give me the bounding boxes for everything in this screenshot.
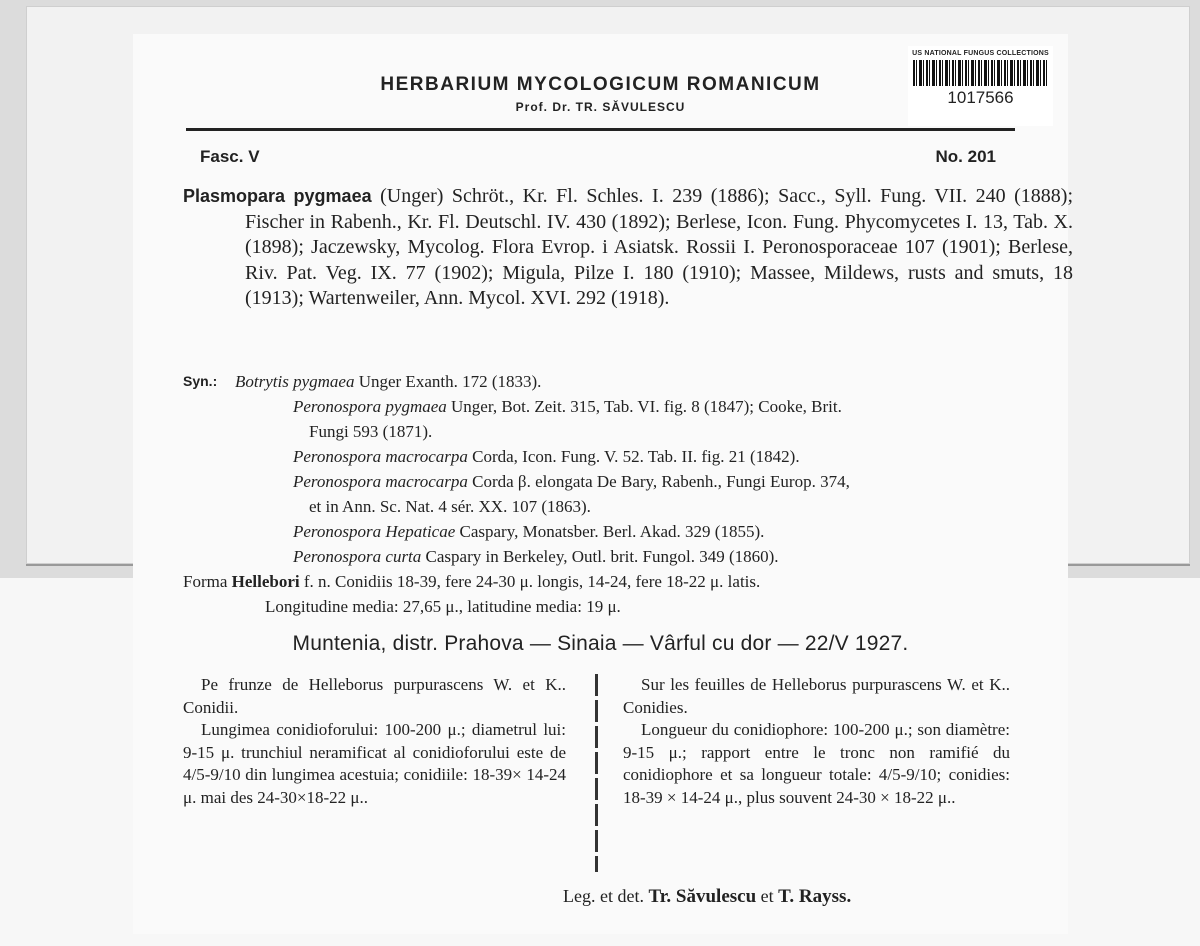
synonym-row: [183, 444, 1011, 469]
collector-signature: [563, 886, 851, 908]
signature-joiner: et: [760, 886, 774, 906]
synonym-row: [183, 394, 1011, 444]
synonym-continuation: Fungi 593 (1871).: [309, 422, 433, 441]
species-citation: [183, 184, 1073, 312]
barcode-institution: US NATIONAL FUNGUS COLLECTIONS: [912, 50, 1049, 57]
synonym-text: Corda, Icon. Fung. V. 52. Tab. II. fig. 21 (1842).: [472, 447, 800, 466]
synonym-name: Botrytis pygmaea: [235, 372, 355, 391]
romanian-measurements: Lungimea conidioforului: 100-200 μ.; diametrul lui: 9-15 μ. trunchiul neramificat al conidioforului este de 4/5-9/10 din lungimea acestuia; conidiile: 18-39× 14-24 μ. mai des 24-30×18-22 μ..: [183, 720, 566, 807]
header-rule: [186, 128, 1015, 131]
column-divider: [595, 674, 598, 872]
synonym-name: Peronospora curta: [293, 547, 422, 566]
specimen-number: No. 201: [935, 147, 996, 166]
synonym-row: [183, 544, 1011, 569]
synonyms-label: Syn.:: [183, 373, 218, 389]
synonym-text: Corda β. elongata De Bary, Rabenh., Fungi Europ. 374,: [472, 472, 850, 491]
synonym-name: Peronospora macrocarpa: [293, 472, 468, 491]
synonym-continuation: et in Ann. Sc. Nat. 4 sér. XX. 107 (1863).: [309, 497, 591, 516]
forma-prefix: Forma: [183, 572, 228, 591]
collector-name-1: Tr. Săvulescu: [648, 886, 757, 907]
herbarium-title: HERBARIUM MYCOLOGICUM ROMANICUM: [380, 74, 821, 95]
synonyms-block: [183, 369, 1011, 619]
collection-locality: Muntenia, distr. Prahova — Sinaia — Vârful cu dor — 22/V 1927.: [292, 632, 909, 655]
herbarium-subtitle: Prof. Dr. TR. SĂVULESCU: [515, 100, 686, 114]
forma-text: f. n. Conidiis 18-39, fere 24-30 μ. longis, 14-24, fere 18-22 μ. latis.: [303, 572, 761, 591]
synonym-text: Unger, Bot. Zeit. 315, Tab. VI. fig. 8 (1847); Cooke, Brit.: [451, 397, 842, 416]
species-name: Plasmopara pygmaea: [183, 186, 372, 206]
forma-continuation: Longitudine media: 27,65 μ., latitudine media: 19 μ.: [265, 597, 621, 616]
signature-prefix: Leg. et det.: [563, 886, 644, 906]
french-measurements: Longueur du conidiophore: 100-200 μ.; son diamètre: 9-15 μ.; rapport entre le tronc non ramifié du conidiophore et sa longueur totale: 4/5-9/10; conidies: 18-39 × 14-24 μ., plus souvent 24-30 × 18-22 μ..: [623, 720, 1010, 807]
synonym-name: Peronospora macrocarpa: [293, 447, 468, 466]
synonym-name: Peronospora pygmaea: [293, 397, 447, 416]
synonym-name: Peronospora Hepaticae: [293, 522, 456, 541]
citation-text: (Unger) Schröt., Kr. Fl. Schles. I. 239 (1886); Sacc., Syll. Fung. VII. 240 (1888); Fischer in Rabenh., Kr. Fl. Deutschl. IV. 430 (1892); Berlese, Icon. Fung. Phycomycetes I. 13, Tab. X. (1898); Jaczewsky, Mycolog. Flora Evrop. i Asiatsk. Rossii I. Peronosporaceae 107 (1901); Berlese, Riv. Pat. Veg. IX. 77 (1902); Migula, Pilze I. 180 (1910); Massee, Mildews, rusts and smuts, 18 (1913); Wartenweiler, Ann. Mycol. XVI. 292 (1918).: [245, 185, 1074, 310]
synonym-row: [183, 369, 1011, 394]
synonym-text: Caspary in Berkeley, Outl. brit. Fungol. 349 (1860).: [425, 547, 779, 566]
barcode-icon: [913, 60, 1048, 86]
barcode-number: 1017566: [947, 88, 1014, 107]
forma-name: Hellebori: [231, 572, 300, 591]
romanian-description: [183, 674, 566, 809]
synonym-text: Caspary, Monatsber. Berl. Akad. 329 (1855).: [459, 522, 765, 541]
synonym-row: [183, 469, 1011, 519]
specimen-label: [133, 34, 1074, 934]
french-host: Sur les feuilles de Helleborus purpurascens W. et K.. Conidies.: [623, 675, 1010, 717]
fascicle-label: Fasc. V: [200, 147, 260, 166]
forma-row: [183, 569, 1011, 619]
synonym-row: [183, 519, 1011, 544]
synonym-text: Unger Exanth. 172 (1833).: [358, 372, 542, 391]
french-description: [623, 674, 1010, 809]
collector-name-2: T. Rayss.: [778, 886, 852, 907]
barcode-sticker: [908, 46, 1053, 126]
romanian-host: Pe frunze de Helleborus purpurascens W. et K.. Conidii.: [183, 675, 566, 717]
